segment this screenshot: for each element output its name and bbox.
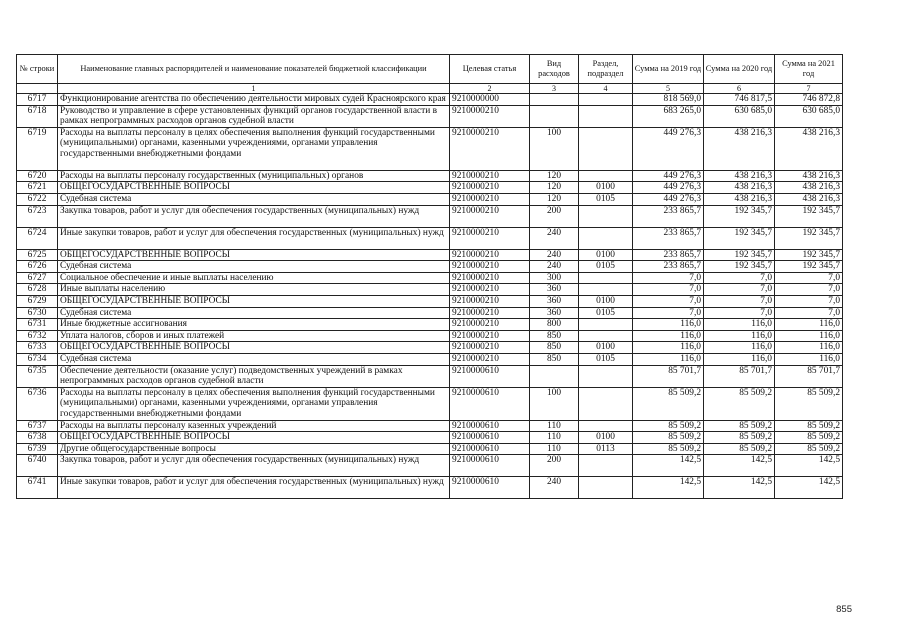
expense-type-cell: 800 — [530, 319, 579, 331]
column-number-empty — [17, 84, 58, 94]
sum-2020-cell: 85 509,2 — [704, 420, 775, 432]
header-section: Раздел, подраздел — [579, 55, 633, 84]
expense-type-cell: 110 — [530, 432, 579, 444]
sum-2019-cell: 116,0 — [633, 330, 704, 342]
sum-2020-cell: 142,5 — [704, 477, 775, 499]
row-name-cell: Расходы на выплаты персоналу казенных учреждений — [58, 420, 450, 432]
sum-2021-cell: 7,0 — [775, 307, 843, 319]
sum-2020-cell: 438 216,3 — [704, 170, 775, 182]
row-number-cell: 6723 — [17, 205, 58, 227]
sum-2021-cell: 192 345,7 — [775, 261, 843, 273]
row-number-cell: 6721 — [17, 182, 58, 194]
sum-2021-cell: 85 509,2 — [775, 443, 843, 455]
row-name-cell: Расходы на выплаты персоналу государственных (муниципальных) органов — [58, 170, 450, 182]
section-cell — [579, 94, 633, 106]
sum-2019-cell: 7,0 — [633, 307, 704, 319]
row-name-cell: Иные выплаты населению — [58, 284, 450, 296]
sum-2019-cell: 818 569,0 — [633, 94, 704, 106]
sum-2021-cell: 85 509,2 — [775, 420, 843, 432]
sum-2020-cell: 630 685,0 — [704, 105, 775, 127]
sum-2019-cell: 142,5 — [633, 455, 704, 477]
row-name-cell: Иные закупки товаров, работ и услуг для обеспечения государственных (муниципальных) нужд — [58, 227, 450, 249]
section-cell — [579, 477, 633, 499]
table-row — [17, 455, 843, 477]
table-row — [17, 261, 843, 273]
sum-2019-cell: 7,0 — [633, 272, 704, 284]
expense-type-cell: 240 — [530, 477, 579, 499]
section-cell — [579, 365, 633, 387]
sum-2020-cell: 438 216,3 — [704, 127, 775, 170]
row-name-cell: Иные бюджетные ассигнования — [58, 319, 450, 331]
sum-2020-cell: 116,0 — [704, 353, 775, 365]
target-article-cell: 9210000210 — [450, 170, 530, 182]
table-row — [17, 272, 843, 284]
sum-2020-cell: 7,0 — [704, 295, 775, 307]
sum-2019-cell: 85 701,7 — [633, 365, 704, 387]
sum-2019-cell: 449 276,3 — [633, 127, 704, 170]
expense-type-cell: 110 — [530, 420, 579, 432]
table-row — [17, 105, 843, 127]
table-row — [17, 365, 843, 387]
section-cell — [579, 455, 633, 477]
row-number-cell: 6730 — [17, 307, 58, 319]
row-name-cell: Судебная система — [58, 261, 450, 273]
sum-2019-cell: 683 265,0 — [633, 105, 704, 127]
row-number-cell: 6733 — [17, 342, 58, 354]
table-row — [17, 249, 843, 261]
sum-2021-cell: 438 216,3 — [775, 170, 843, 182]
row-number-cell: 6732 — [17, 330, 58, 342]
expense-type-cell: 120 — [530, 182, 579, 194]
sum-2021-cell: 746 872,8 — [775, 94, 843, 106]
row-name-cell: ОБЩЕГОСУДАРСТВЕННЫЕ ВОПРОСЫ — [58, 432, 450, 444]
target-article-cell: 9210000210 — [450, 105, 530, 127]
row-name-cell: Функционирование агентства по обеспечению деятельности мировых судей Красноярского края — [58, 94, 450, 106]
column-number: 7 — [775, 84, 843, 94]
section-cell: 0100 — [579, 249, 633, 261]
header-sum-2021: Сумма на 2021 год — [775, 55, 843, 84]
expense-type-cell: 110 — [530, 443, 579, 455]
section-cell — [579, 105, 633, 127]
target-article-cell: 9210000210 — [450, 272, 530, 284]
target-article-cell: 9210000610 — [450, 432, 530, 444]
budget-table — [16, 54, 843, 499]
target-article-cell: 9210000210 — [450, 182, 530, 194]
sum-2021-cell: 7,0 — [775, 272, 843, 284]
sum-2021-cell: 142,5 — [775, 477, 843, 499]
expense-type-cell — [530, 365, 579, 387]
sum-2021-cell: 142,5 — [775, 455, 843, 477]
sum-2019-cell: 449 276,3 — [633, 193, 704, 205]
sum-2019-cell: 233 865,7 — [633, 205, 704, 227]
sum-2020-cell: 192 345,7 — [704, 249, 775, 261]
row-number-cell: 6722 — [17, 193, 58, 205]
sum-2020-cell: 7,0 — [704, 307, 775, 319]
row-name-cell: Судебная система — [58, 193, 450, 205]
row-name-cell: Социальное обеспечение и иные выплаты населению — [58, 272, 450, 284]
row-name-cell: ОБЩЕГОСУДАРСТВЕННЫЕ ВОПРОСЫ — [58, 182, 450, 194]
table-row — [17, 319, 843, 331]
sum-2021-cell: 7,0 — [775, 295, 843, 307]
table-row — [17, 420, 843, 432]
expense-type-cell: 850 — [530, 342, 579, 354]
column-number: 5 — [633, 84, 704, 94]
row-name-cell: ОБЩЕГОСУДАРСТВЕННЫЕ ВОПРОСЫ — [58, 295, 450, 307]
expense-type-cell — [530, 105, 579, 127]
table-row — [17, 193, 843, 205]
sum-2019-cell: 7,0 — [633, 284, 704, 296]
table-row — [17, 170, 843, 182]
section-cell: 0105 — [579, 261, 633, 273]
row-number-cell: 6736 — [17, 387, 58, 420]
row-name-cell: Обеспечение деятельности (оказание услуг) подведомственных учреждений в рамках непрограммных расходов органов судебной власти — [58, 365, 450, 387]
sum-2019-cell: 7,0 — [633, 295, 704, 307]
target-article-cell: 9210000210 — [450, 295, 530, 307]
target-article-cell: 9210000210 — [450, 307, 530, 319]
row-number-cell: 6726 — [17, 261, 58, 273]
row-number-cell: 6740 — [17, 455, 58, 477]
sum-2020-cell: 746 817,5 — [704, 94, 775, 106]
target-article-cell: 9210000210 — [450, 205, 530, 227]
sum-2019-cell: 85 509,2 — [633, 387, 704, 420]
sum-2019-cell: 233 865,7 — [633, 227, 704, 249]
row-number-cell: 6724 — [17, 227, 58, 249]
sum-2021-cell: 192 345,7 — [775, 205, 843, 227]
sum-2019-cell: 85 509,2 — [633, 443, 704, 455]
expense-type-cell: 360 — [530, 307, 579, 319]
sum-2021-cell: 192 345,7 — [775, 227, 843, 249]
sum-2021-cell: 116,0 — [775, 319, 843, 331]
section-cell — [579, 284, 633, 296]
target-article-cell: 9210000210 — [450, 353, 530, 365]
header-row — [17, 55, 843, 84]
section-cell: 0100 — [579, 182, 633, 194]
table-row — [17, 387, 843, 420]
row-number-cell: 6719 — [17, 127, 58, 170]
sum-2021-cell: 438 216,3 — [775, 127, 843, 170]
sum-2020-cell: 192 345,7 — [704, 261, 775, 273]
section-cell — [579, 387, 633, 420]
page-number: 855 — [836, 604, 852, 615]
column-number: 2 — [450, 84, 530, 94]
row-name-cell: ОБЩЕГОСУДАРСТВЕННЫЕ ВОПРОСЫ — [58, 249, 450, 261]
column-number-row — [17, 84, 843, 94]
target-article-cell: 9210000210 — [450, 319, 530, 331]
sum-2019-cell: 449 276,3 — [633, 170, 704, 182]
sum-2020-cell: 116,0 — [704, 330, 775, 342]
header-sum-2020: Сумма на 2020 год — [704, 55, 775, 84]
row-number-cell: 6731 — [17, 319, 58, 331]
table-row — [17, 227, 843, 249]
section-cell: 0100 — [579, 342, 633, 354]
column-number: 4 — [579, 84, 633, 94]
row-name-cell: Другие общегосударственные вопросы — [58, 443, 450, 455]
section-cell — [579, 420, 633, 432]
row-number-cell: 6725 — [17, 249, 58, 261]
sum-2021-cell: 116,0 — [775, 330, 843, 342]
target-article-cell: 9210000000 — [450, 94, 530, 106]
row-name-cell: Расходы на выплаты персоналу в целях обеспечения выполнения функций государственными (муниципальными) органами, казенными учреждениями, органами управления государственными внебюджетными фондами — [58, 127, 450, 170]
expense-type-cell — [530, 94, 579, 106]
sum-2020-cell: 116,0 — [704, 319, 775, 331]
sum-2020-cell: 192 345,7 — [704, 205, 775, 227]
expense-type-cell: 360 — [530, 295, 579, 307]
row-name-cell: Закупка товаров, работ и услуг для обеспечения государственных (муниципальных) нужд — [58, 455, 450, 477]
sum-2021-cell: 85 509,2 — [775, 387, 843, 420]
row-number-cell: 6734 — [17, 353, 58, 365]
target-article-cell: 9210000610 — [450, 420, 530, 432]
row-number-cell: 6728 — [17, 284, 58, 296]
target-article-cell: 9210000610 — [450, 365, 530, 387]
sum-2019-cell: 142,5 — [633, 477, 704, 499]
sum-2020-cell: 192 345,7 — [704, 227, 775, 249]
target-article-cell: 9210000610 — [450, 477, 530, 499]
target-article-cell: 9210000610 — [450, 387, 530, 420]
sum-2020-cell: 7,0 — [704, 272, 775, 284]
target-article-cell: 9210000210 — [450, 261, 530, 273]
table-row — [17, 205, 843, 227]
row-name-cell: ОБЩЕГОСУДАРСТВЕННЫЕ ВОПРОСЫ — [58, 342, 450, 354]
row-number-cell: 6727 — [17, 272, 58, 284]
sum-2019-cell: 85 509,2 — [633, 432, 704, 444]
row-number-cell: 6739 — [17, 443, 58, 455]
column-number: 6 — [704, 84, 775, 94]
sum-2021-cell: 116,0 — [775, 353, 843, 365]
expense-type-cell: 850 — [530, 330, 579, 342]
sum-2021-cell: 630 685,0 — [775, 105, 843, 127]
sum-2019-cell: 85 509,2 — [633, 420, 704, 432]
row-name-cell: Иные закупки товаров, работ и услуг для обеспечения государственных (муниципальных) нужд — [58, 477, 450, 499]
sum-2020-cell: 438 216,3 — [704, 193, 775, 205]
sum-2021-cell: 85 701,7 — [775, 365, 843, 387]
sum-2020-cell: 85 509,2 — [704, 443, 775, 455]
row-number-cell: 6718 — [17, 105, 58, 127]
sum-2021-cell: 438 216,3 — [775, 193, 843, 205]
section-cell — [579, 227, 633, 249]
row-name-cell: Судебная система — [58, 307, 450, 319]
sum-2020-cell: 116,0 — [704, 342, 775, 354]
target-article-cell: 9210000610 — [450, 443, 530, 455]
row-number-cell: 6737 — [17, 420, 58, 432]
header-expense-type: Вид расходов — [530, 55, 579, 84]
expense-type-cell: 360 — [530, 284, 579, 296]
sum-2020-cell: 85 509,2 — [704, 387, 775, 420]
sum-2021-cell: 192 345,7 — [775, 249, 843, 261]
target-article-cell: 9210000610 — [450, 455, 530, 477]
target-article-cell: 9210000210 — [450, 342, 530, 354]
sum-2021-cell: 85 509,2 — [775, 432, 843, 444]
table-row — [17, 330, 843, 342]
sum-2019-cell: 233 865,7 — [633, 261, 704, 273]
row-name-cell: Уплата налогов, сборов и иных платежей — [58, 330, 450, 342]
table-row — [17, 477, 843, 499]
row-name-cell: Закупка товаров, работ и услуг для обеспечения государственных (муниципальных) нужд — [58, 205, 450, 227]
section-cell — [579, 205, 633, 227]
section-cell — [579, 330, 633, 342]
sum-2019-cell: 116,0 — [633, 353, 704, 365]
expense-type-cell: 100 — [530, 127, 579, 170]
expense-type-cell: 300 — [530, 272, 579, 284]
section-cell — [579, 272, 633, 284]
sum-2021-cell: 7,0 — [775, 284, 843, 296]
expense-type-cell: 240 — [530, 249, 579, 261]
table-row — [17, 182, 843, 194]
target-article-cell: 9210000210 — [450, 249, 530, 261]
table-row — [17, 307, 843, 319]
expense-type-cell: 120 — [530, 193, 579, 205]
table-row — [17, 443, 843, 455]
expense-type-cell: 240 — [530, 227, 579, 249]
expense-type-cell: 240 — [530, 261, 579, 273]
row-number-cell: 6729 — [17, 295, 58, 307]
section-cell: 0105 — [579, 307, 633, 319]
sum-2020-cell: 7,0 — [704, 284, 775, 296]
sum-2021-cell: 116,0 — [775, 342, 843, 354]
sum-2019-cell: 116,0 — [633, 342, 704, 354]
sum-2020-cell: 85 701,7 — [704, 365, 775, 387]
row-name-cell: Расходы на выплаты персоналу в целях обеспечения выполнения функций государственными (муниципальными) органами, казенными учреждениями, органами управления государственными внебюджетными фондами — [58, 387, 450, 420]
table-row — [17, 284, 843, 296]
target-article-cell: 9210000210 — [450, 227, 530, 249]
sum-2020-cell: 438 216,3 — [704, 182, 775, 194]
table-row — [17, 127, 843, 170]
sum-2019-cell: 116,0 — [633, 319, 704, 331]
target-article-cell: 9210000210 — [450, 284, 530, 296]
expense-type-cell: 100 — [530, 387, 579, 420]
target-article-cell: 9210000210 — [450, 193, 530, 205]
target-article-cell: 9210000210 — [450, 127, 530, 170]
target-article-cell: 9210000210 — [450, 330, 530, 342]
section-cell — [579, 319, 633, 331]
column-number: 3 — [530, 84, 579, 94]
table-row — [17, 94, 843, 106]
header-sum-2019: Сумма на 2019 год — [633, 55, 704, 84]
row-number-cell: 6741 — [17, 477, 58, 499]
header-name: Наименование главных распорядителей и наименование показателей бюджетной классификации — [58, 55, 450, 84]
row-number-cell: 6720 — [17, 170, 58, 182]
table-row — [17, 353, 843, 365]
row-number-cell: 6717 — [17, 94, 58, 106]
row-number-cell: 6738 — [17, 432, 58, 444]
table-row — [17, 432, 843, 444]
sum-2019-cell: 233 865,7 — [633, 249, 704, 261]
header-target: Целевая статья — [450, 55, 530, 84]
row-number-cell: 6735 — [17, 365, 58, 387]
section-cell: 0105 — [579, 353, 633, 365]
row-name-cell: Руководство и управление в сфере установленных функций органов государственной власти в рамках непрограммных расходов органов судебной власти — [58, 105, 450, 127]
expense-type-cell: 850 — [530, 353, 579, 365]
sum-2019-cell: 449 276,3 — [633, 182, 704, 194]
sum-2020-cell: 85 509,2 — [704, 432, 775, 444]
header-row-no: № строки — [17, 55, 58, 84]
section-cell: 0113 — [579, 443, 633, 455]
table-row — [17, 342, 843, 354]
expense-type-cell: 120 — [530, 170, 579, 182]
sum-2021-cell: 438 216,3 — [775, 182, 843, 194]
section-cell: 0105 — [579, 193, 633, 205]
column-number: 1 — [58, 84, 450, 94]
expense-type-cell: 200 — [530, 205, 579, 227]
budget-table-body — [17, 94, 843, 499]
row-name-cell: Судебная система — [58, 353, 450, 365]
section-cell — [579, 170, 633, 182]
sum-2020-cell: 142,5 — [704, 455, 775, 477]
section-cell: 0100 — [579, 432, 633, 444]
expense-type-cell: 200 — [530, 455, 579, 477]
section-cell: 0100 — [579, 295, 633, 307]
section-cell — [579, 127, 633, 170]
table-row — [17, 295, 843, 307]
